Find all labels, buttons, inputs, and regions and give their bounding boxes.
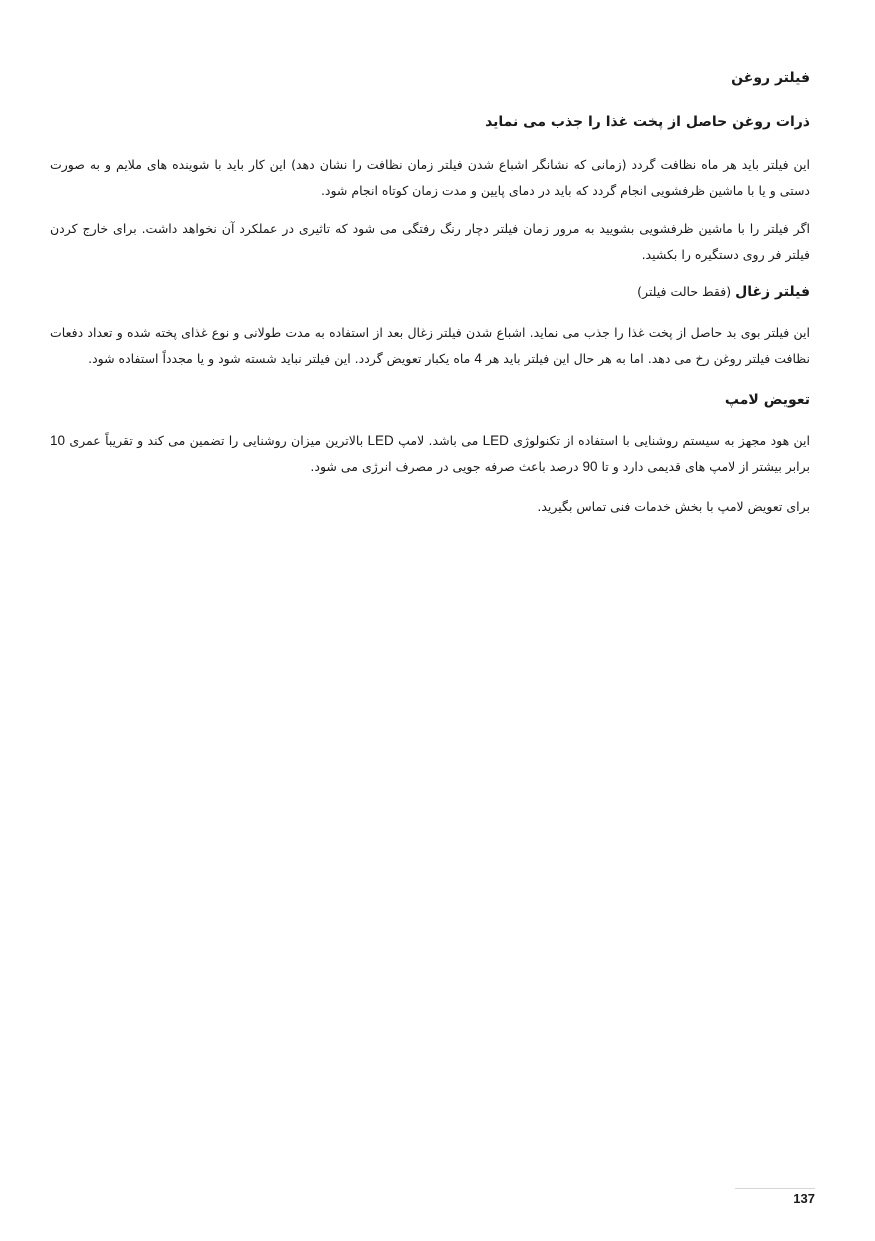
footer-divider (735, 1188, 815, 1189)
lamp-led-term-1: LED (482, 433, 509, 448)
charcoal-filter-heading (50, 282, 810, 302)
charcoal-filter-note: (فقط حالت فیلتر) (637, 284, 736, 299)
lamp-led-paragraph (50, 428, 810, 480)
charcoal-text-a: این فیلتر بوی بد حاصل از پخت غذا را جذب می نماید. اشباع شدن فیلتر زغال بعد از استفاده به مدت طولانی و نوع غذای پخته شده و تعداد دفعات نظافت فیلتر روغن رخ می دهد. اما به هر حال این فیلتر باید هر (50, 325, 810, 366)
section-title: فیلتر روغن (731, 70, 810, 86)
lamp-text-e: درصد باعث صرفه جویی در مصرف انرژی می شود. (310, 459, 583, 474)
grease-filter-subtitle: ذرات روغن حاصل از پخت غذا را جذب می نماید (485, 114, 810, 130)
lamp-savings-number: 90 (582, 459, 598, 474)
lamp-service-paragraph: برای تعویض لامپ با بخش خدمات فنی تماس بگیرید. (537, 499, 810, 514)
page-content (50, 62, 810, 520)
lamp-text-a: این هود مجهز به سیستم روشنایی با استفاده از تکنولوژی (508, 433, 810, 448)
charcoal-text-b: ماه یکبار تعویض گردد. این فیلتر نباید شسته شود و یا مجدداً استفاده شود. (88, 351, 475, 366)
lamp-text-d: برابر بیشتر از لامپ های قدیمی دارد و تا (597, 459, 810, 474)
charcoal-filter-paragraph (50, 320, 810, 372)
lamp-text-c: بالاترین میزان روشنایی را تضمین می کند و تقریباً عمری (65, 433, 368, 448)
lamp-lifetime-number: 10 (50, 433, 66, 448)
page-number: 137 (793, 1191, 815, 1206)
lamp-led-term-2: LED (367, 433, 394, 448)
lamp-heading: تعویض لامپ (724, 392, 810, 408)
grease-dishwasher-paragraph: اگر فیلتر را با ماشین ظرفشویی بشویید به مرور زمان فیلتر دچار رنگ رفتگی می شود که تاثیری در عملکرد آن نخواهد داشت. برای خارج کردن فیلتر فر روی دستگیره را بکشید. (50, 221, 810, 262)
grease-cleaning-paragraph: این فیلتر باید هر ماه نظافت گردد (زمانی که نشانگر اشباع شدن فیلتر زمان نظافت را نشان دهد) این کار باید با شوینده های ملایم و به صورت دستی و یا با ماشین ظرفشویی انجام گردد که باید در دمای پایین و مدت زمان کوتاه انجام شود. (50, 157, 810, 198)
charcoal-filter-title: فیلتر زغال (735, 284, 810, 300)
charcoal-months-number: 4 (474, 351, 482, 366)
lamp-text-b: می باشد. لامپ (393, 433, 483, 448)
